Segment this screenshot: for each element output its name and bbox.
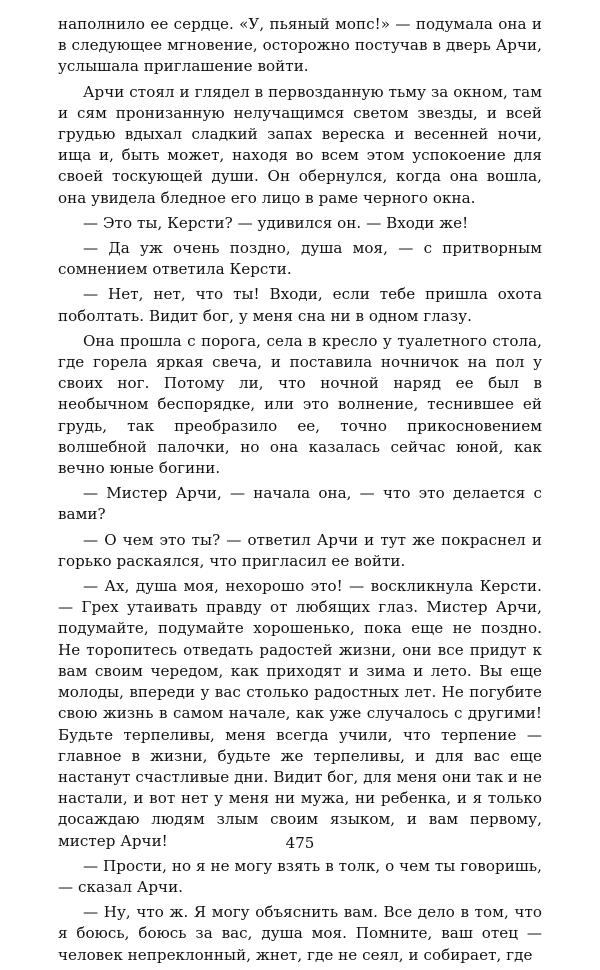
dialogue-line: — Ах, душа моя, нехорошо это! — воскликнула Керсти. — Грех утаивать правду от любящих глаз. Мистер Арчи, подумайте, подумайте хорошенько, пока еще не поздно. Не торопитесь отведать радостей жизни, они все придут к вам своим чередом, как приходят и зима и лето. Вы еще молоды, впереди у вас столько радостных лет. Не погубите свою жизнь в самом начале, как уже случалось с другими! Будьте терпеливы, меня всегда учили, что терпение — главное в жизни, будьте же терпеливы, и для вас еще настанут счастливые дни. Видит бог, для меня они так и не настали, и вот нет у меня ни мужа, ни ребенка, и я только досаждаю людям злым своим языком, и вам первому, мистер Арчи!: [58, 577, 542, 850]
dialogue-line: — Это ты, Керсти? — удивился он. — Входи же!: [83, 213, 469, 232]
paragraph-kirstie-seated: Она прошла с порога, села в кресло у туалетного стола, где горела яркая свеча, и поставила ночничок на пол у своих ног. Потому ли, что ночной наряд ее был в необычном беспорядке, или это волнение, теснившее ей грудь, так преобразило ее, точно прикосновением волшебной палочки, но она казалась сейчас юной, как вечно юные богини.: [58, 331, 542, 478]
dialogue-line: — О чем это ты? — ответил Арчи и тут же покраснел и горько раскаялся, что пригласил ее войти.: [58, 530, 542, 570]
dialogue-line: — Да уж очень поздно, душа моя, — с притворным сомнением ответила Керсти.: [58, 239, 542, 279]
dialogue-line: — Прости, но я не могу взять в толк, о чем ты говоришь, — сказал Арчи.: [58, 856, 542, 896]
dialogue-line: — Ну, что ж. Я могу объяснить вам. Все дело в том, что я боюсь, боюсь за вас, душа моя. Помните, ваш отец — человек непреклонный, жнет, где не сеял, и собирает, где: [58, 903, 542, 964]
dialogue-line: — Мистер Арчи, — начала она, — что это делается с вами?: [58, 484, 542, 524]
page-number: 475: [285, 834, 315, 852]
paragraph-continuation: наполнило ее сердце. «У, пьяный мопс!» — подумала она и в следующее мгновение, осторожно постучав в дверь Арчи, услышала приглашение войти.: [58, 15, 542, 76]
page-text-column: [58, 14, 542, 970]
dialogue-line: — Нет, нет, что ты! Входи, если тебе пришла охота поболтать. Видит бог, у меня сна ни в одном глазу.: [58, 285, 542, 325]
paragraph-archie-window: Арчи стоял и глядел в первозданную тьму за окном, там и сям пронизанную нелучащимся светом звезды, и всей грудью вдыхал сладкий запах вереска и весенней ночи, ища и, быть может, находя во всем этом успокоение для своей тоскующей души. Он обернулся, когда она вошла, она увидела бледное его лицо в раме черного окна.: [58, 82, 542, 207]
